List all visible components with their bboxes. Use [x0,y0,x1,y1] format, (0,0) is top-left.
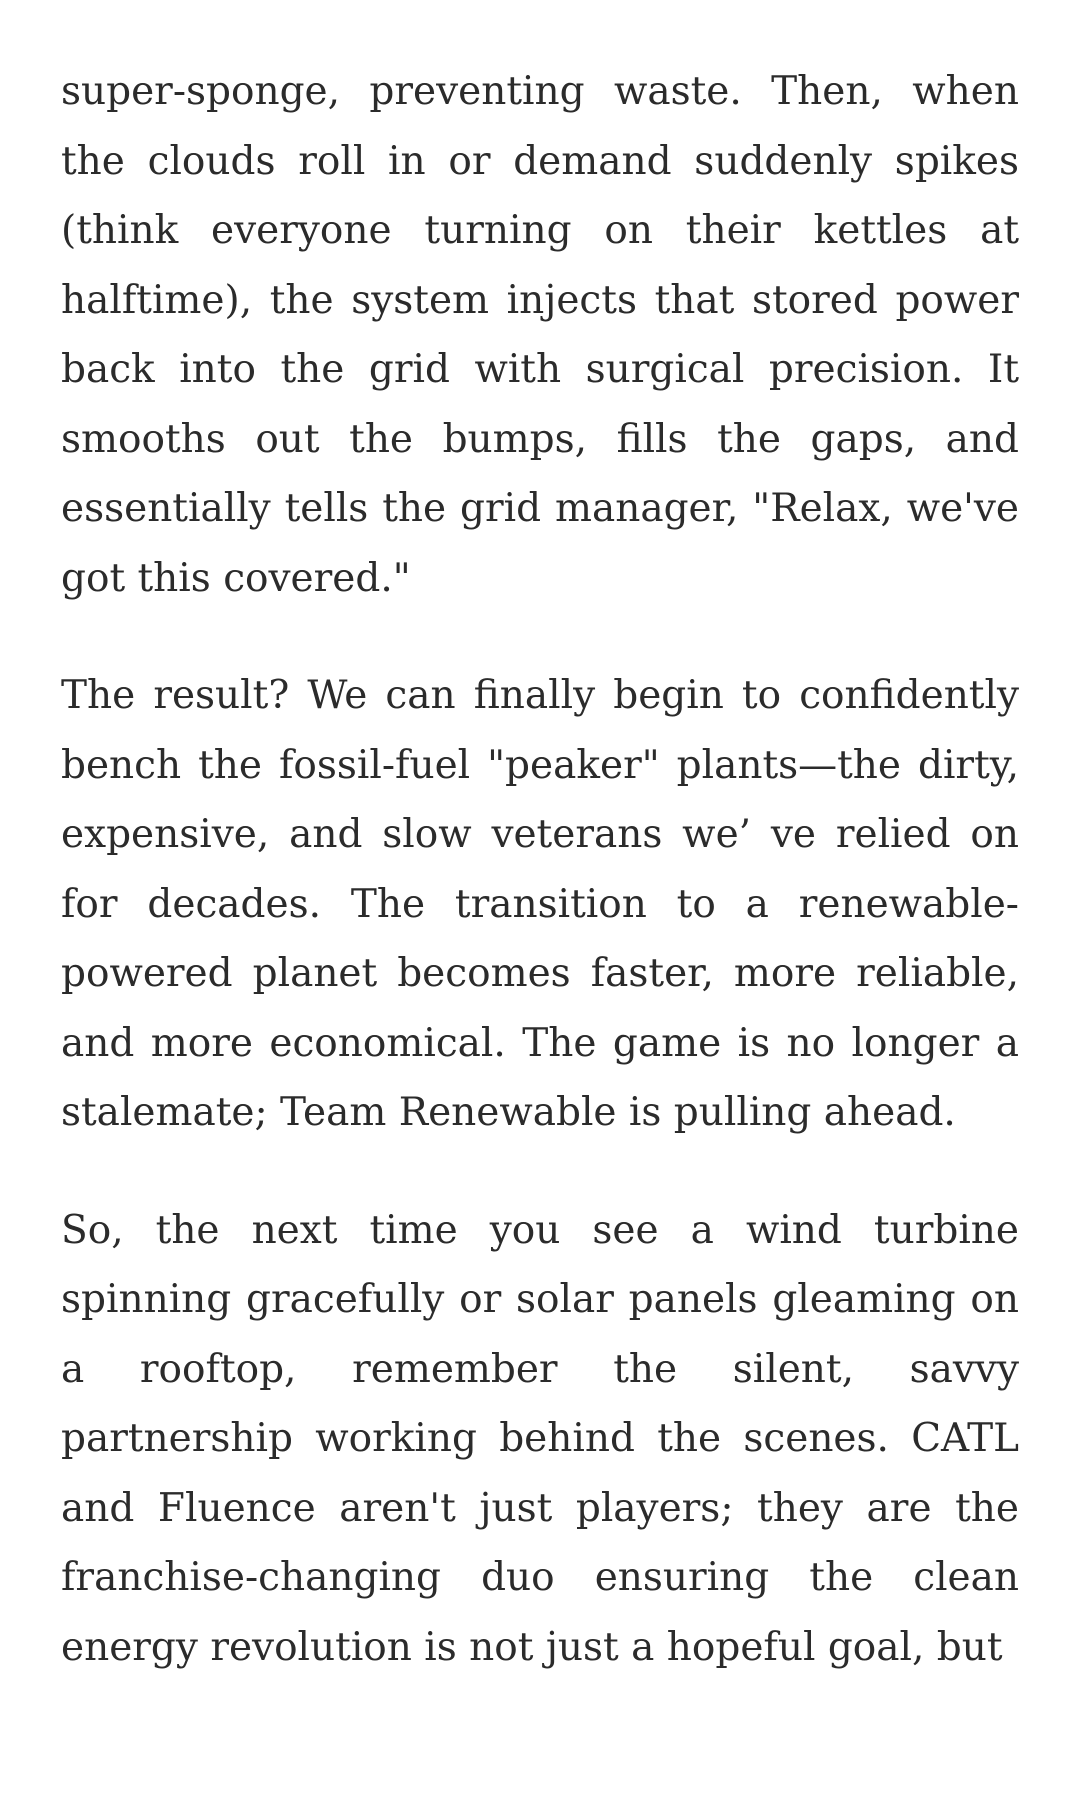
article-paragraph: super-sponge, preventing waste. Then, when the clouds roll in or demand suddenly spikes (think everyone turning on their kettles at halftime), the system injects that stored power back into the grid with surgical precision. It smooths out the bumps, fills the gaps, and essentially tells the grid manager, "Relax, we've got this covered." [61,69,1019,601]
article-body [61,57,1019,1730]
article-paragraph: The result? We can finally begin to confidently bench the fossil-fuel "peaker" plants—the dirty, expensive, and slow veterans we’ ve relied on for decades. The transition to a renewable-powered planet becomes faster, more reliable, and more economical. The game is no longer a stalemate; Team Renewable is pulling ahead. [61,673,1019,1135]
article-paragraph: So, the next time you see a wind turbine spinning gracefully or solar panels gleaming on a rooftop, remember the silent, savvy partnership working behind the scenes. CATL and Fluence aren't just players; they are the franchise-changing duo ensuring the clean energy revolution is not just a hopeful goal, but [61,1207,1019,1670]
